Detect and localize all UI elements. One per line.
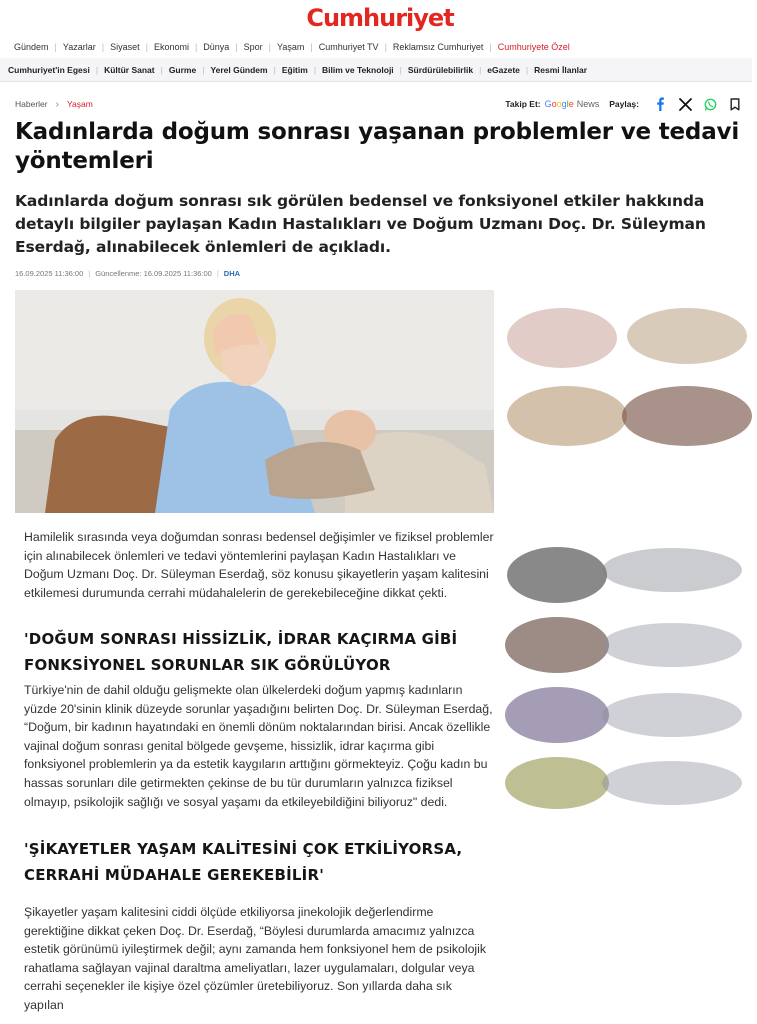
nav-item-yazarlar[interactable]: Yazarlar: [62, 42, 96, 52]
subnav-item-kultur-sanat[interactable]: Kültür Sanat: [104, 64, 155, 75]
nav-separator: |: [268, 42, 272, 52]
secondary-nav: [0, 58, 752, 82]
nav-item-cumhuriyet-tv[interactable]: Cumhuriyet TV: [318, 42, 379, 52]
meta-separator: |: [88, 269, 91, 278]
nav-separator: |: [310, 42, 313, 52]
whatsapp-icon[interactable]: [702, 96, 718, 112]
breadcrumb-current[interactable]: Yaşam: [66, 99, 93, 109]
nav-separator: |: [273, 64, 276, 75]
subnav-item-bilim[interactable]: Bilim ve Teknoloji: [322, 64, 394, 75]
subnav-item-yerel-gundem[interactable]: Yerel Gündem: [210, 64, 268, 75]
primary-nav: [0, 36, 757, 58]
nav-separator: |: [313, 64, 317, 75]
share-bar: [505, 94, 743, 114]
article-paragraph: Şikayetler yaşam kalitesini ciddi ölçüde etkiliyorsa jinekolojik değerlendirme gerektiğine dikkat çeken Doç. Dr. Eserdağ, “Böylesi durumlarda amacımız yalnızca estetik görünümü iyileştirmek değil; aynı zamanda hem fonksiyonel hem de psikolojik rahatlama sağlayan vajinal daraltma ameliyatları, lazer uygulamaları, dolgular veya cerrahi seçenekler ile kişiye özel çözümler üretebiliyoruz. Son yıllarda daha sık yapılan: [24, 905, 487, 1012]
article-paragraph: Türkiye'nin de dahil olduğu gelişmekte olan ülkelerdeki doğum yapmış kadınların yüzde 20'sinin klinik düzeyde sorunlar yaşadığını belirten Doç. Dr. Süleyman Eserdağ, “Doğum, bir kadının hayatındaki en önemli dönüm noktalarından birisi. Ancak özellikle vajinal doğum sonrası genital bölgede gevşeme, hissizlik, idrar kaçırma gibi fonksiyonel problemlerin ya da estetik kaygıların arttığını görmekteyiz. Çoğu kadın bu hassas sorunları dile getirmekten çekinse de bu tür durumların yalnızca fiziksel olmayıp, psikolojik sağlığı ve sosyal yaşamı da etkileyebildiğini biliyoruz" dedi.: [24, 683, 493, 809]
nav-item-reklamsiz[interactable]: Reklamsız Cumhuriyet: [392, 42, 484, 52]
sidebar-ad-2[interactable]: [502, 515, 757, 815]
nav-separator: |: [384, 42, 387, 52]
nav-item-ekonomi[interactable]: Ekonomi: [153, 42, 189, 52]
nav-item-siyaset[interactable]: Siyaset: [110, 42, 140, 52]
nav-separator: |: [489, 42, 492, 52]
breadcrumb-home[interactable]: Haberler: [15, 99, 48, 109]
nav-separator: |: [399, 64, 402, 75]
chevron-right-icon: ›: [55, 98, 59, 110]
subnav-item-ege[interactable]: Cumhuriyet'in Egesi: [8, 64, 90, 75]
x-icon[interactable]: [677, 96, 693, 112]
article-subheading: 'ŞİKAYETLER YAŞAM KALİTESİNİ ÇOK ETKİLİYORSA, CERRAHİ MÜDAHALE GEREKEBİLİR': [24, 840, 463, 884]
article-summary: Kadınlarda doğum sonrası sık görülen bedensel ve fonksiyonel etkiler hakkında detaylı bilgiler paylaşan Kadın Hastalıkları ve Doğum Uzmanı Doç. Dr. Süleyman Eserdağ, alınabilecek önlemleri de açıkladı.: [15, 192, 706, 256]
published-date: 16.09.2025 11:36:00: [15, 269, 84, 278]
nav-item-cumhuriyete-ozel[interactable]: Cumhuriyete Özel: [497, 42, 570, 52]
news-source[interactable]: DHA: [223, 269, 241, 278]
nav-separator: |: [54, 42, 57, 52]
nav-separator: |: [525, 64, 529, 75]
share-label: Paylaş:: [609, 99, 639, 109]
follow-label: Takip Et:: [505, 99, 541, 109]
nav-separator: |: [160, 64, 163, 75]
nav-separator: |: [479, 64, 482, 75]
article-paragraph: Hamilelik sırasında veya doğumdan sonrası bedensel değişimler ve fiziksel problemler için alınabilecek önlemleri ve tedavi yöntemlerini paylaşan Kadın Hastalıkları ve Doğum Uzmanı Doç. Dr. Süleyman Eserdağ, söz konusu şikayetlerin yaşam kalitesini etkilemesi durumunda cerrahi müdahalelerin de gerekebileceğine dikkat çekti.: [24, 530, 494, 600]
article-subheading: 'DOĞUM SONRASI HİSSİZLİK, İDRAR KAÇIRMA GİBİ FONKSİYONEL SORUNLAR SIK GÖRÜLÜYOR: [24, 630, 458, 674]
sidebar-ad-1[interactable]: [502, 266, 757, 476]
breadcrumb: [15, 97, 93, 111]
nav-item-yasam[interactable]: Yaşam: [277, 42, 305, 52]
nav-separator: |: [194, 42, 198, 52]
subnav-item-gurme[interactable]: Gurme: [168, 64, 197, 75]
nav-separator: |: [95, 64, 99, 75]
article-meta: [15, 269, 240, 278]
subnav-item-surdurulebilirlik[interactable]: Sürdürülebilirlik: [407, 64, 474, 75]
updated-date: Güncellenme: 16.09.2025 11:36:00: [95, 269, 212, 278]
article-title: Kadınlarda doğum sonrası yaşanan problemler ve tedavi yöntemleri: [15, 119, 739, 174]
subnav-item-egazete[interactable]: eGazete: [487, 64, 520, 75]
masthead: [0, 0, 757, 36]
subnav-item-egitim[interactable]: Eğitim: [281, 64, 308, 75]
nav-separator: |: [235, 42, 238, 52]
bookmark-icon[interactable]: [727, 96, 743, 112]
facebook-icon[interactable]: [652, 96, 668, 112]
nav-item-dunya[interactable]: Dünya: [203, 42, 230, 52]
cumhuriyet-logo[interactable]: Cumhuriyet: [306, 4, 454, 32]
meta-separator: |: [216, 269, 219, 278]
nav-separator: |: [101, 42, 105, 52]
google-news-link[interactable]: G o o g l e News: [544, 99, 600, 109]
nav-separator: |: [145, 42, 148, 52]
nav-item-spor[interactable]: Spor: [243, 42, 263, 52]
subnav-item-resmi-ilanlar[interactable]: Resmi İlanlar: [534, 64, 588, 75]
nav-item-gundem[interactable]: Gündem: [14, 42, 49, 52]
article-hero-image: [15, 290, 494, 513]
nav-separator: |: [202, 64, 205, 75]
